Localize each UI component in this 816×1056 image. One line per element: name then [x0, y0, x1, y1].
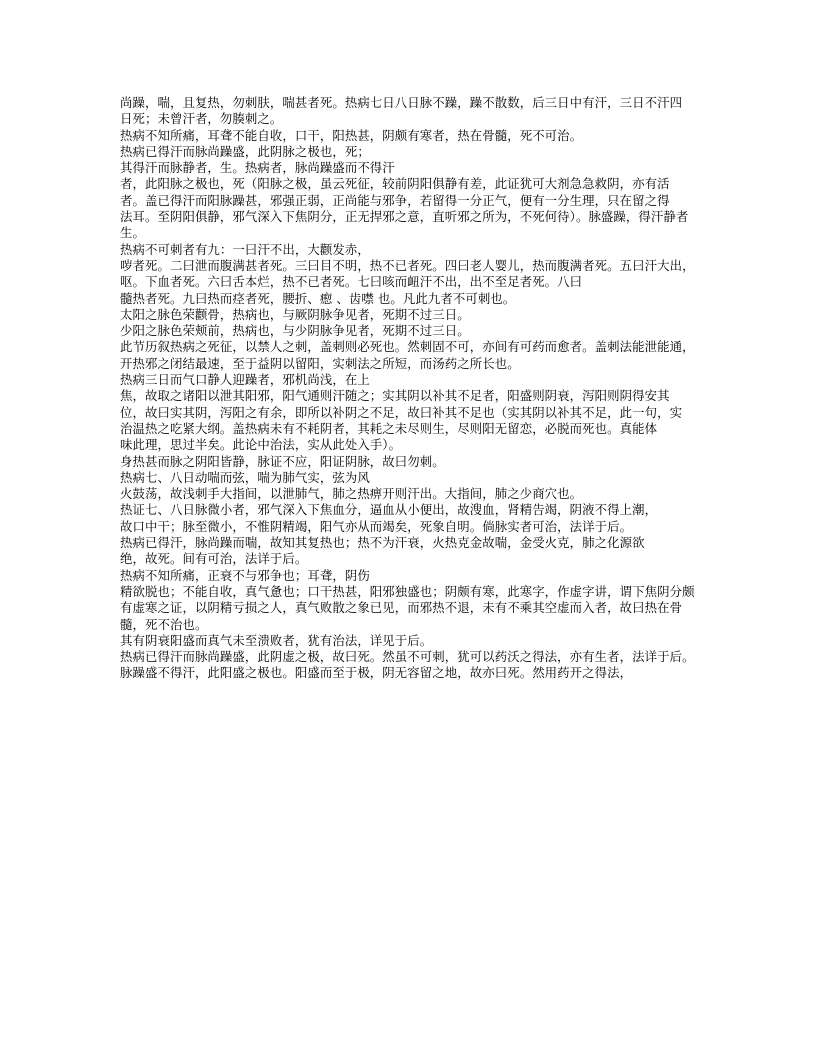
text-line: 其有阴衰阳盛而真气未至溃败者，犹有治法，详见于后。: [120, 632, 433, 648]
text-line: 热病三日而气口静人迎躁者，邪机尚浅，在上: [120, 372, 370, 388]
text-line: 热病不知所痛，正衰不与邪争也；耳聋，阴伤: [120, 567, 370, 583]
text-line: 少阳之脉色荣颊前，热病也，与少阴脉争见者，死期不过三日。: [120, 323, 470, 339]
text-line: 热病已得汗，脉尚躁而喘，故知其复热也；热不为汗衰，火热克金故喘，金受火克，肺之化源欲: [120, 535, 645, 551]
text-line: 焦，故取之诸阳以泄其阳邪，阳气通则汗随之；实其阴以补其不足者，阳盛则阴衰，泻阳则阴得安其: [120, 388, 670, 404]
text-line: 火鼓荡，故浅刺手大指间，以泄肺气，肺之热痹开则汗出。大指间，肺之少商穴也。: [120, 486, 583, 502]
text-line: 身热甚而脉之阴阳皆静，脉证不应，阳证阴脉，故曰勿刺。: [120, 453, 445, 469]
text-line: 精欲脱也；不能自收，真气惫也；口干热甚，阳邪独盛也；阴颇有寒，此寒字，作虚字讲，谓下焦阴分颇: [120, 583, 695, 599]
document-page: [120, 95, 698, 682]
text-line: 热病已得汗而脉尚躁盛，此阴脉之极也，死；: [120, 143, 370, 159]
text-line: 者。盖已得汗而阳脉躁甚，邪强正弱，正尚能与邪争，若留得一分正气，便有一分生理，只在留之得: [120, 192, 670, 208]
text-line: 热病不知所痛，耳聋不能自收，口干，阳热甚，阴颇有寒者，热在骨髓，死不可治。: [120, 127, 583, 143]
text-line: 髓热者死。九曰热而痉者死，腰折、瘛 、齿噤 也。凡此九者不可刺也。: [120, 290, 516, 306]
text-line: 日死；未曾汗者，勿腠刺之。: [120, 111, 283, 127]
text-line: 热病已得汗而脉尚躁盛，此阴虚之极，故曰死。然虽不可刺，犹可以药沃之得法，亦有生者，法详于后。: [120, 649, 695, 665]
text-line: 有虚寒之证，以阴精亏损之人，真气败散之象已见，而邪热不退，未有不乘其空虚而入者，故曰热在骨髓，死不治也。: [120, 600, 683, 632]
text-line: 此节历叙热病之死征，以禁人之刺，盖刺则必死也。然刺固不可，亦间有可药而愈者。盖刺法能泄能通，开热邪之闭结最速，至于益阴以留阳，实刺法之所短，而汤药之所长也。: [120, 339, 695, 371]
text-line: 热证七、八日脉微小者，邪气深入下焦血分，逼血从小便出，故溲血，肾精告竭，阴液不得上潮，: [120, 502, 658, 518]
text-line: 哕者死。二曰泄而腹满甚者死。三曰目不明，热不已者死。四曰老人婴儿，热而腹满者死。五曰汗大出，呕。下血者死。六曰舌本烂，热不已者死。七曰咳而衄汗不出，出不至足者死。八曰: [120, 257, 695, 290]
text-line: 其得汗而脉静者，生。热病者，脉尚躁盛而不得汗: [120, 160, 395, 176]
text-line: 位，故曰实其阴，泻阳之有余，即所以补阴之不足，故曰补其不足也（实其阴以补其不足，此一句，实: [120, 404, 683, 420]
text-line: 太阳之脉色荣颧骨，热病也，与厥阴脉争见者，死期不过三日。: [120, 306, 470, 322]
text-line: 尚躁，喘，且复热，勿刺肤，喘甚者死。热病七日八日脉不躁，躁不散数，后三日中有汗，三日不汗四: [120, 95, 683, 110]
text-line: 味此理，思过半矣。此论中治法，实从此处入手）。: [120, 437, 402, 453]
text-line: 脉躁盛不得汗，此阳盛之极也。阳盛而至于极，阴无容留之地，故亦曰死。然用药开之得法，: [120, 665, 633, 681]
text-line: 热病不可刺者有九：一曰汗不出，大颧发赤，: [120, 241, 370, 257]
text-line: 者，此阳脉之极也，死（阳脉之极，虽云死征，较前阴阳俱静有差，此证犹可大剂急急救阴，亦有活: [120, 176, 670, 192]
text-line: 治温热之吃紧大纲。盖热病未有不耗阴者，其耗之未尽则生，尽则阳无留恋，必脱而死也。真能体: [120, 420, 658, 436]
text-line: 故口中干；脉至微小，不惟阴精竭，阳气亦从而竭矣，死象自明。倘脉实者可治，法详于后。: [120, 518, 633, 534]
text-line: 法耳。至阴阳俱静，邪气深入下焦阴分，正无捍邪之意，直听邪之所为，不死何待）。脉盛躁，得汗静者生。: [120, 209, 689, 241]
text-line: 热病七、八日动喘而弦，喘为肺气实，弦为风: [120, 469, 370, 485]
text-line: 绝，故死。间有可治，法详于后。: [120, 551, 308, 567]
